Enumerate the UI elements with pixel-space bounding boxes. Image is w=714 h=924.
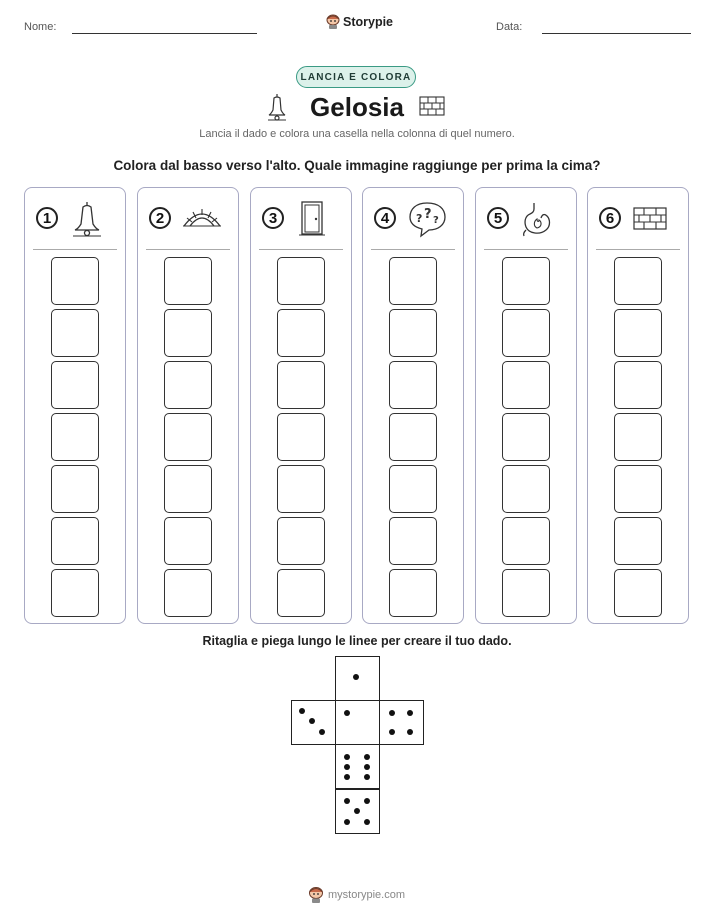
die-pip <box>354 808 360 814</box>
column-divider <box>259 249 343 250</box>
svg-text:?: ? <box>433 215 439 226</box>
column-6 <box>587 187 689 624</box>
color-cell[interactable] <box>164 413 212 461</box>
column-2 <box>137 187 239 624</box>
die-pip <box>364 819 370 825</box>
color-cell[interactable] <box>389 569 437 617</box>
color-cell[interactable] <box>51 569 99 617</box>
color-cell[interactable] <box>164 465 212 513</box>
color-cell[interactable] <box>51 361 99 409</box>
die-pip <box>353 674 359 680</box>
color-cell[interactable] <box>389 413 437 461</box>
name-line[interactable] <box>72 33 257 34</box>
color-cell[interactable] <box>51 465 99 513</box>
color-cell[interactable] <box>502 257 550 305</box>
color-cell[interactable] <box>164 517 212 565</box>
die-pip <box>344 710 350 716</box>
die-face-6 <box>335 744 380 789</box>
color-cell[interactable] <box>389 465 437 513</box>
color-cell[interactable] <box>502 413 550 461</box>
subtitle: Lancia il dado e colora una casella nella colonna di quel numero. <box>199 128 515 140</box>
column-number: 6 <box>599 207 621 229</box>
die-pip <box>407 710 413 716</box>
color-cell[interactable] <box>614 413 662 461</box>
pie-character-icon <box>326 14 340 30</box>
die-pip <box>364 798 370 804</box>
die-pip <box>389 729 395 735</box>
question-bubble-icon <box>407 200 447 238</box>
die-pip <box>344 798 350 804</box>
color-cell[interactable] <box>614 309 662 357</box>
color-cell[interactable] <box>614 361 662 409</box>
die-pip <box>299 708 305 714</box>
color-cell[interactable] <box>389 361 437 409</box>
color-cell[interactable] <box>51 257 99 305</box>
color-cell[interactable] <box>277 309 325 357</box>
footer <box>308 884 405 906</box>
date-label: Data: <box>496 21 523 33</box>
die-face-1 <box>335 656 380 701</box>
color-cell[interactable] <box>502 465 550 513</box>
column-number: 4 <box>374 207 396 229</box>
color-cell[interactable] <box>502 309 550 357</box>
color-cell[interactable] <box>164 309 212 357</box>
color-cell[interactable] <box>277 361 325 409</box>
svg-text:?: ? <box>424 207 432 222</box>
die-face-3 <box>291 700 336 745</box>
die-pip <box>319 729 325 735</box>
color-cell[interactable] <box>51 309 99 357</box>
name-label: Nome: <box>24 21 57 33</box>
column-divider <box>484 249 568 250</box>
column-divider <box>146 249 230 250</box>
color-cell[interactable] <box>502 361 550 409</box>
brand-logo <box>326 12 393 32</box>
die-pip <box>389 710 395 716</box>
color-cell[interactable] <box>277 257 325 305</box>
color-cell[interactable] <box>502 517 550 565</box>
color-cell[interactable] <box>51 517 99 565</box>
die-pip <box>364 754 370 760</box>
die-pip <box>364 764 370 770</box>
page-title: Gelosia <box>310 92 404 122</box>
color-cell[interactable] <box>164 569 212 617</box>
die-pip <box>344 764 350 770</box>
color-cell[interactable] <box>614 517 662 565</box>
color-cell[interactable] <box>277 413 325 461</box>
brand-name: Storypie <box>343 15 394 29</box>
color-cell[interactable] <box>51 413 99 461</box>
die-pip <box>344 754 350 760</box>
color-cell[interactable] <box>614 257 662 305</box>
pie-character-icon <box>308 886 324 904</box>
color-cell[interactable] <box>389 517 437 565</box>
column-4 <box>362 187 464 624</box>
column-divider <box>371 249 455 250</box>
column-number: 2 <box>149 207 171 229</box>
color-cell[interactable] <box>277 569 325 617</box>
color-cell[interactable] <box>164 361 212 409</box>
color-cell[interactable] <box>614 465 662 513</box>
column-3 <box>250 187 352 624</box>
color-cell[interactable] <box>277 465 325 513</box>
column-5 <box>475 187 577 624</box>
die-face-4 <box>379 700 424 745</box>
date-line[interactable] <box>542 33 691 34</box>
brick-wall-icon <box>419 96 445 116</box>
die-pip <box>407 729 413 735</box>
die-pip <box>309 718 315 724</box>
column-number: 5 <box>487 207 509 229</box>
cut-instruction: Ritaglia e piega lungo le linee per creare il tuo dado. <box>202 634 512 648</box>
die-face-5 <box>335 789 380 834</box>
svg-text:?: ? <box>416 212 423 225</box>
stone-bridge-icon <box>182 200 222 236</box>
column-divider <box>596 249 680 250</box>
column-number: 3 <box>262 207 284 229</box>
bell-icon <box>69 200 105 238</box>
column-1 <box>24 187 126 624</box>
die-pip <box>344 774 350 780</box>
color-cell[interactable] <box>502 569 550 617</box>
die-pip <box>344 819 350 825</box>
door-icon <box>295 200 329 238</box>
die-pip <box>364 774 370 780</box>
color-cell[interactable] <box>614 569 662 617</box>
column-divider <box>33 249 117 250</box>
column-number: 1 <box>36 207 58 229</box>
stomach-fire-icon <box>520 200 556 238</box>
die-face-1-center <box>335 700 380 745</box>
color-cell[interactable] <box>389 257 437 305</box>
color-cell[interactable] <box>277 517 325 565</box>
brick-wall-icon <box>632 200 668 236</box>
footer-url[interactable]: mystorypie.com <box>328 889 406 901</box>
color-cell[interactable] <box>164 257 212 305</box>
instruction: Colora dal basso verso l'alto. Quale immagine raggiunge per prima la cima? <box>113 158 601 173</box>
activity-badge: LANCIA E COLORA <box>296 66 416 88</box>
color-cell[interactable] <box>389 309 437 357</box>
